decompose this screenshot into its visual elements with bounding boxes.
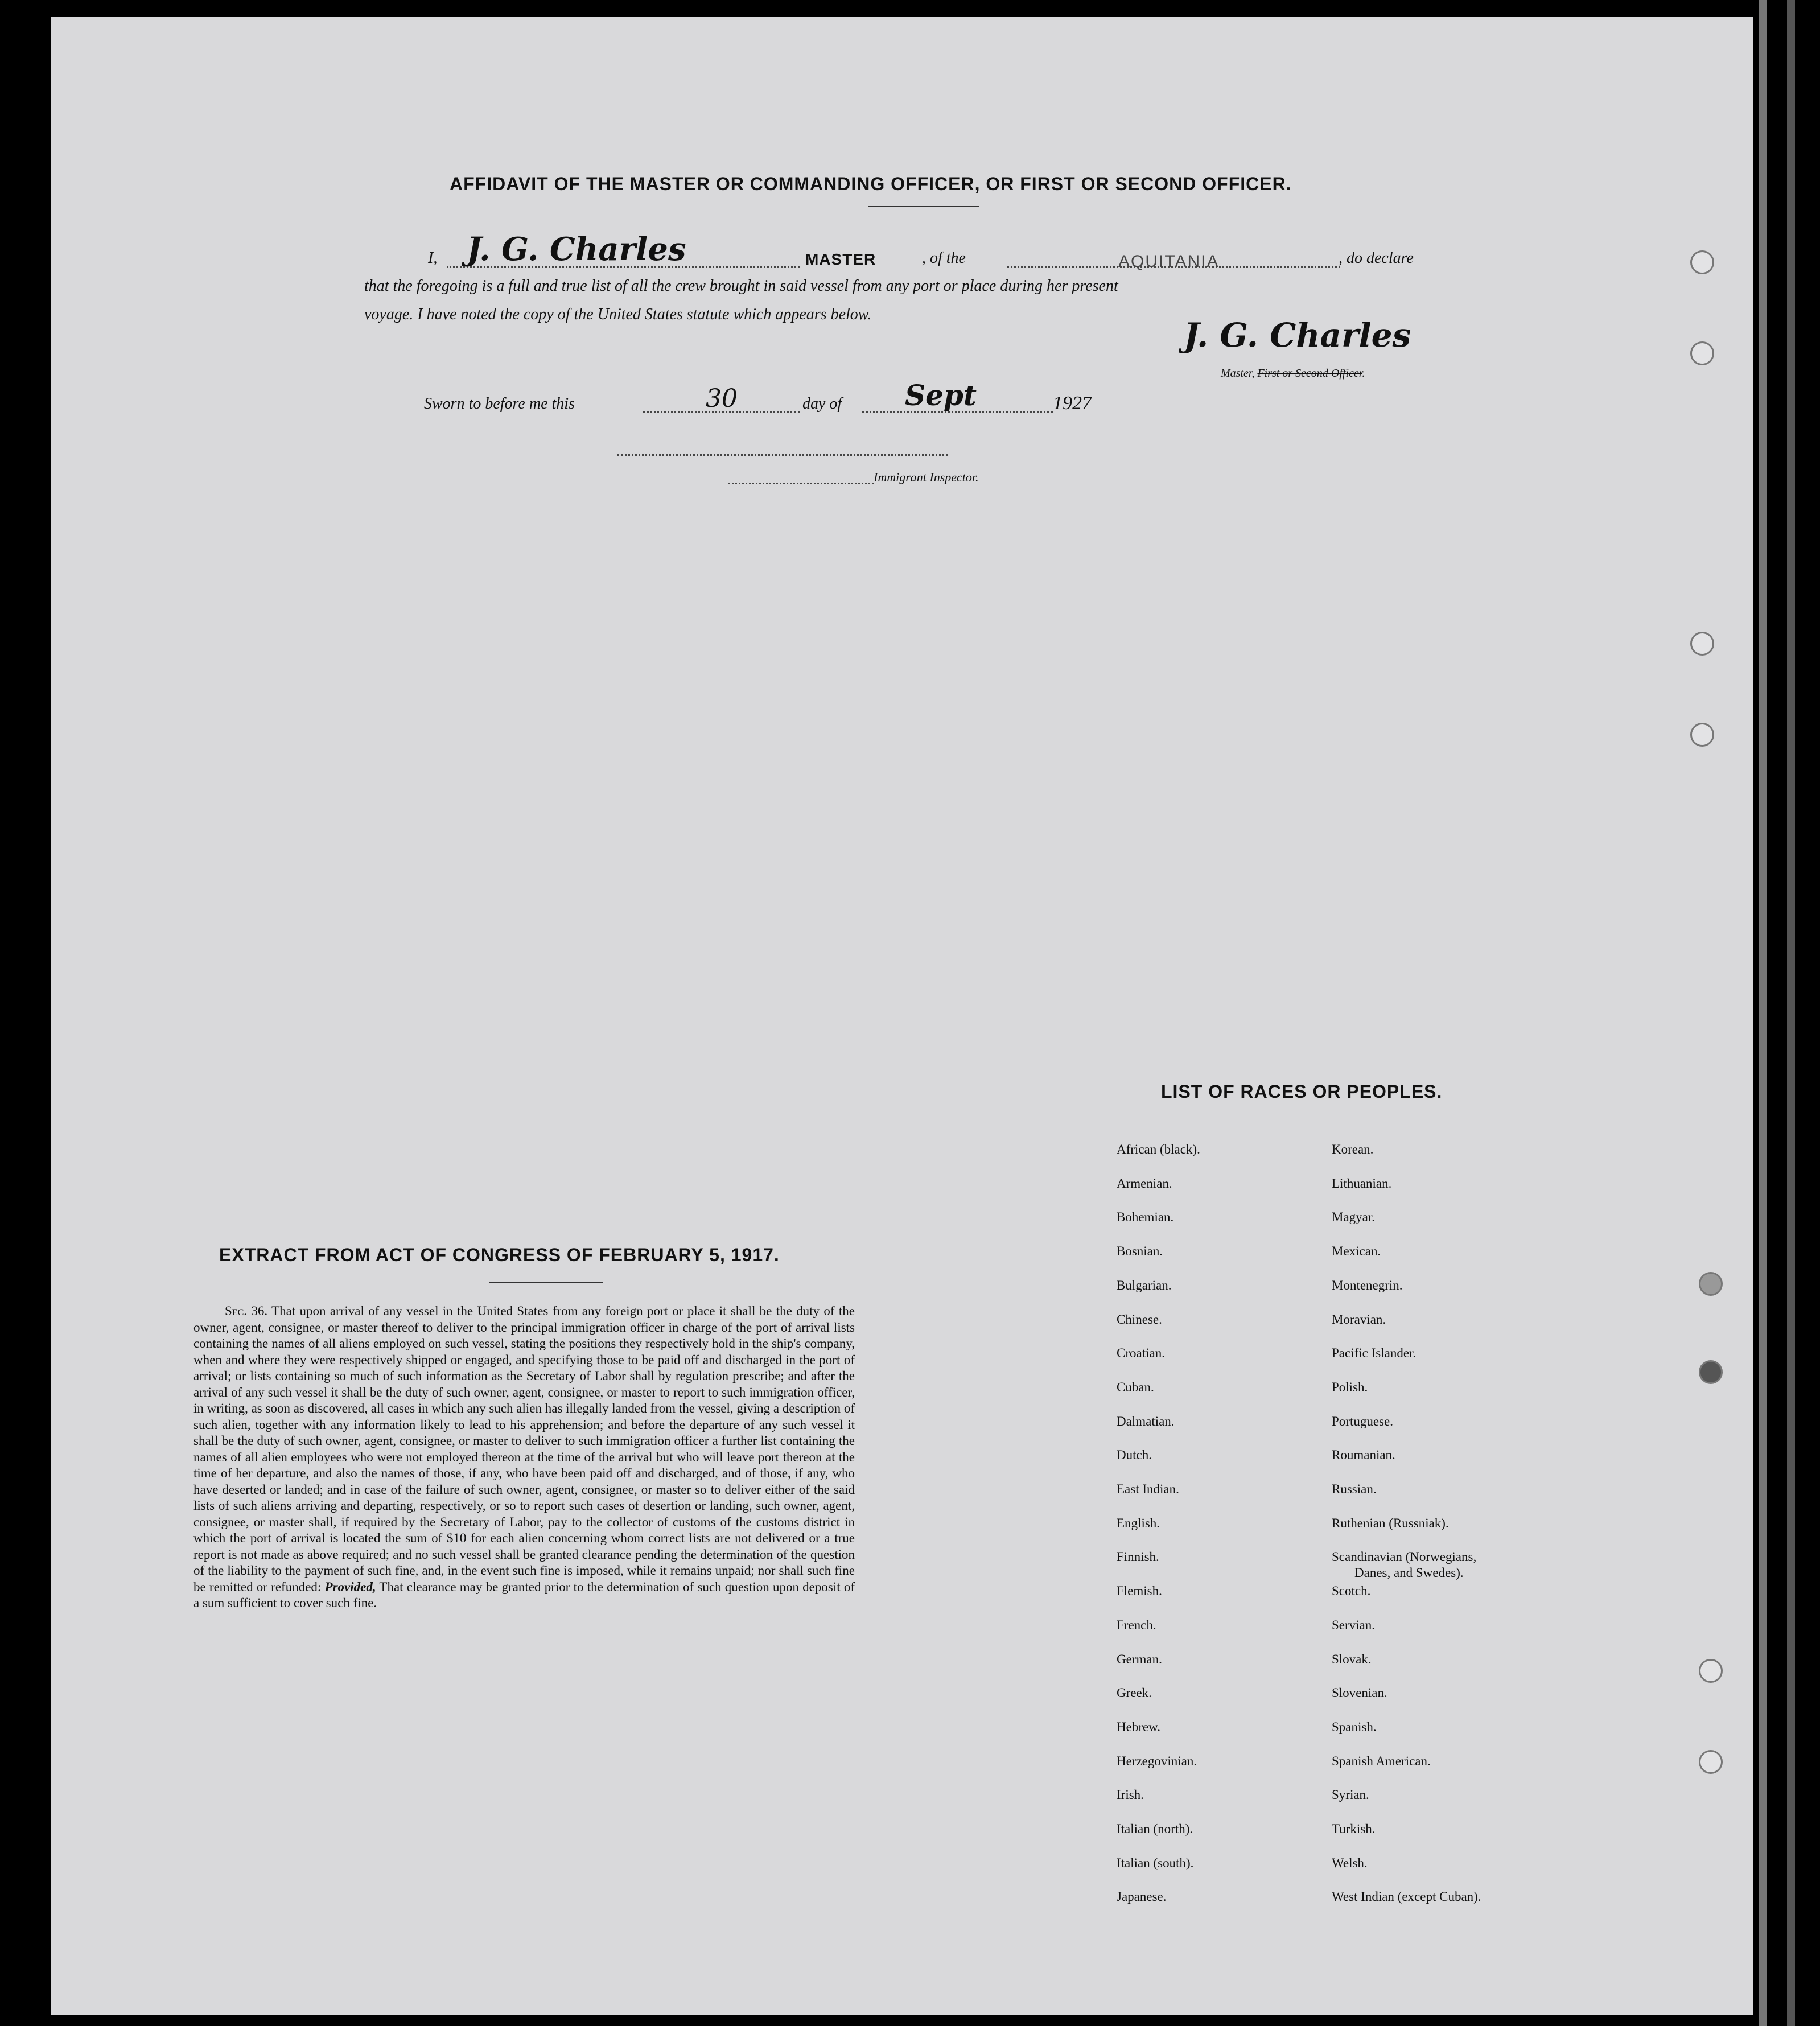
race-item: Scotch.: [1332, 1584, 1371, 1598]
i-label: I,: [428, 249, 438, 267]
race-item: Portuguese.: [1332, 1414, 1393, 1428]
race-item: Bohemian.: [1117, 1210, 1174, 1224]
punch-hole: [1690, 341, 1714, 365]
race-item: Slovenian.: [1332, 1686, 1387, 1700]
race-item: Bosnian.: [1117, 1244, 1163, 1258]
punch-hole: [1690, 632, 1714, 656]
race-item: Mexican.: [1332, 1244, 1381, 1258]
punch-hole: [1699, 1272, 1723, 1296]
race-item: Flemish.: [1117, 1584, 1162, 1598]
race-item: Turkish.: [1332, 1822, 1376, 1836]
race-item: Italian (south).: [1117, 1856, 1194, 1870]
race-item: Roumanian.: [1332, 1448, 1395, 1462]
race-item: Slovak.: [1332, 1652, 1372, 1666]
race-item: Ruthenian (Russniak).: [1332, 1516, 1449, 1530]
race-item: Italian (north).: [1117, 1822, 1193, 1836]
sworn-month: Sept: [905, 378, 977, 412]
do-declare-label: , do declare: [1339, 249, 1414, 267]
race-item: Scandinavian (Norwegians,: [1332, 1550, 1477, 1564]
race-item: Spanish American.: [1332, 1754, 1431, 1768]
sworn-day: 30: [706, 384, 738, 413]
race-item: Montenegrin.: [1332, 1278, 1403, 1292]
title-underline: [868, 206, 979, 207]
race-item: German.: [1117, 1652, 1162, 1666]
race-item: Cuban.: [1117, 1380, 1154, 1394]
race-item: Pacific Islander.: [1332, 1346, 1417, 1360]
race-item: Korean.: [1332, 1142, 1374, 1156]
race-item: Magyar.: [1332, 1210, 1376, 1224]
document-page: [51, 17, 1753, 2015]
race-item: Dutch.: [1117, 1448, 1152, 1462]
provided-label: Provided,: [324, 1579, 376, 1594]
statute-body: That upon arrival of any vessel in the United States from any foreign port or place it shall be the duty of the owner, agent, consignee, or master thereof to deliver to the principal immigration officer in charge of the port of arrival lists containing the names of all aliens employed on such vessel, stating the positions they respectively hold in the ship's company, when and where they were respectively shipped or engaged, and specifying those to be paid off and discharged in the port of arrival; or lists containing so much of such information as the Secretary of Labor shall by regulation prescribe; and after the arrival of any such vessel it shall be the duty of such owner, agent, consignee, or master to report to such immigration officer, in writing, as soon as discovered, all cases in which any such alien has illegally landed from the vessel, giving a description of such alien, together with any information likely to lead to his apprehension; and before the departure of any such vessel it shall be the duty of such owner, agent, consignee, or master to deliver to such immigration officer a further list containing the names of all alien employees who were not employed thereon at the time of the arrival but who will leave port thereon at the time of her departure, and also the names of those, if any, who have been paid off and discharged, and of those, if any, who have deserted or landed; and in case of the failure of such owner, agent, consignee, or master so to deliver either of the said lists of such aliens arriving and departing, respectively, or so to report such cases of desertion or landing, such owner, agent, consignee, or master shall, if required by the Secretary of Labor, pay to the collector of customs of the customs district in which the port of arrival is located the sum of $10 for each alien concerning whom correct lists are not delivered or a true report is not made as above required; and no such vessel shall be granted clearance pending the determination of the question of the liability to the payment of such fine, and, in the event such fine is imposed, while it remains unpaid; nor shall such fine be remitted or refunded:: [193, 1304, 855, 1594]
page-edge: [1759, 0, 1767, 2026]
affidavit-line-3: voyage. I have noted the copy of the United States statute which appears below.: [364, 306, 872, 323]
page-edge-outer: [1787, 0, 1795, 2026]
signature-caption: [1221, 367, 1365, 380]
race-item: African (black).: [1117, 1142, 1200, 1156]
inspector-label: Immigrant Inspector.: [874, 470, 979, 484]
race-item: English.: [1117, 1516, 1160, 1530]
race-item: Greek.: [1117, 1686, 1152, 1700]
extract-title: EXTRACT FROM ACT OF CONGRESS OF FEBRUARY 5, 1917.: [219, 1245, 780, 1265]
inspector-signature-line: [617, 454, 948, 456]
race-item: East Indian.: [1117, 1482, 1179, 1496]
caption-master: Master,: [1221, 367, 1258, 380]
race-item: Dalmatian.: [1117, 1414, 1175, 1428]
section-label: Sec. 36.: [225, 1304, 268, 1318]
sworn-year: 1927: [1053, 393, 1092, 414]
race-item: Irish.: [1117, 1788, 1144, 1802]
race-item: French.: [1117, 1618, 1156, 1632]
master-label: MASTER: [805, 250, 876, 268]
race-item: Japanese.: [1117, 1889, 1167, 1904]
statute-tail: That clearance may be granted prior to the determination of such question upon deposit of a sum sufficient to cover such fine.: [193, 1579, 855, 1610]
race-item: Danes, and Swedes).: [1354, 1566, 1464, 1580]
punch-hole: [1699, 1360, 1723, 1384]
statute-text: [193, 1303, 855, 1612]
race-item: Armenian.: [1117, 1176, 1172, 1191]
affidavit-title: AFFIDAVIT OF THE MASTER OR COMMANDING OFFICER, OR FIRST OR SECOND OFFICER.: [450, 174, 1292, 194]
race-item: Chinese.: [1117, 1312, 1162, 1327]
race-item: Servian.: [1332, 1618, 1376, 1632]
race-item: Welsh.: [1332, 1856, 1368, 1870]
caption-struck-text: First or Second Officer: [1257, 367, 1362, 380]
inspector-caption-line: [728, 483, 874, 484]
sworn-label: Sworn to before me this: [424, 395, 575, 413]
of-the-label: , of the: [922, 249, 966, 267]
punch-hole: [1699, 1750, 1723, 1774]
master-signature: J. G. Charles: [1184, 316, 1411, 355]
race-item: Hebrew.: [1117, 1720, 1161, 1734]
caption-period: .: [1362, 367, 1365, 380]
race-item: Lithuanian.: [1332, 1176, 1392, 1191]
race-item: Spanish.: [1332, 1720, 1377, 1734]
race-item: Polish.: [1332, 1380, 1368, 1394]
race-item: Syrian.: [1332, 1788, 1369, 1802]
race-item: Herzegovinian.: [1117, 1754, 1197, 1768]
master-name-signature: J. G. Charles: [467, 230, 686, 268]
races-title: LIST OF RACES OR PEOPLES.: [1161, 1081, 1443, 1102]
race-item: Moravian.: [1332, 1312, 1386, 1327]
punch-hole: [1699, 1659, 1723, 1683]
race-item: Croatian.: [1117, 1346, 1165, 1360]
punch-hole: [1690, 250, 1714, 274]
race-item: Finnish.: [1117, 1550, 1159, 1564]
punch-hole: [1690, 723, 1714, 747]
race-item: West Indian (except Cuban).: [1332, 1889, 1481, 1904]
vessel-name: AQUITANIA: [1118, 252, 1220, 271]
race-item: Bulgarian.: [1117, 1278, 1172, 1292]
affidavit-line-2: that the foregoing is a full and true list of all the crew brought in said vessel from any port or place during her present: [364, 277, 1118, 295]
race-item: Russian.: [1332, 1482, 1377, 1496]
extract-title-underline: [489, 1282, 603, 1283]
day-of-label: day of: [802, 395, 842, 413]
